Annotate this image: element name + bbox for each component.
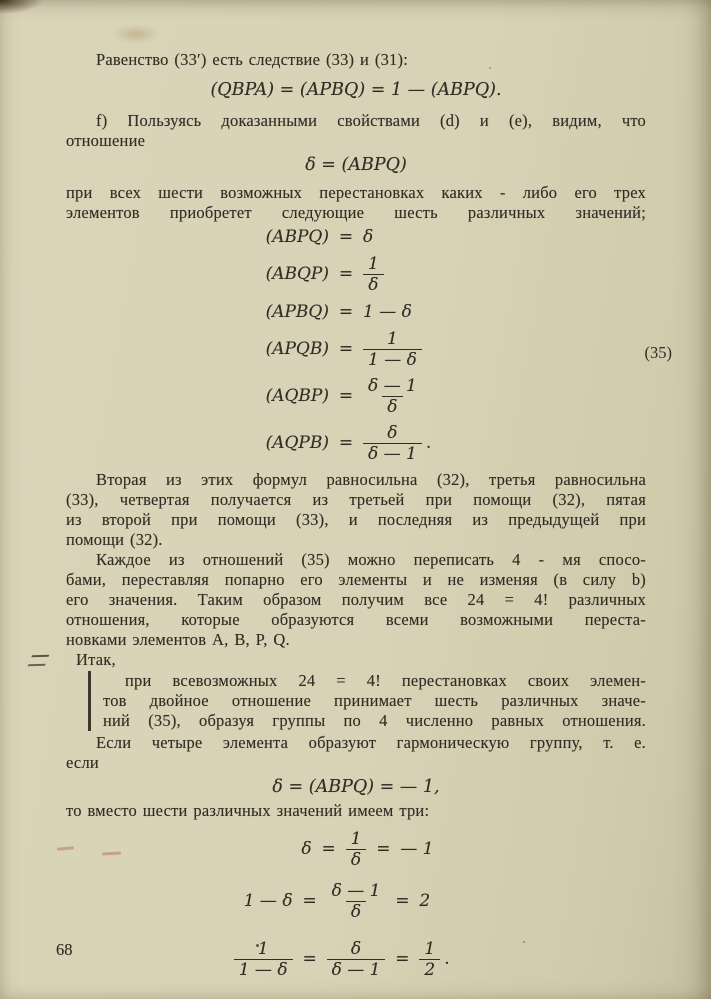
text-line: помощи (32). <box>66 530 163 549</box>
period: . <box>425 433 432 453</box>
paper-corner-smudge <box>0 0 42 14</box>
equation-rhs: — 1 <box>400 839 434 859</box>
text-line: если <box>66 753 99 772</box>
fraction: $\frac{1}{1 — \delta}$ <box>363 330 422 369</box>
equals-sign: = <box>338 227 354 247</box>
equals-sign: = <box>338 302 354 322</box>
paragraph-24-permutations <box>66 550 646 650</box>
text-line: ний (35), образуя группы по 4 численно равных отношения. <box>103 711 646 730</box>
equals-sign: = <box>395 891 410 911</box>
paragraph-harmonic-group <box>66 733 646 773</box>
text-line: отношения, которые образуются всеми возможными переста- <box>66 610 646 629</box>
equation-rhs: 2 <box>419 891 431 911</box>
cross-ratio-equation <box>66 226 646 248</box>
text-line: Каждое из отношений (35) можно переписать 4 - мя спосо- <box>96 550 646 569</box>
equals-sign: = <box>395 949 410 969</box>
text-line: отношение <box>66 131 146 150</box>
paragraph-three-values: то вместо шести различных значений имеем три: <box>66 801 430 820</box>
cross-ratio-equation <box>66 254 646 294</box>
equation-rhs <box>363 377 513 416</box>
page-content <box>66 50 672 984</box>
equals-sign: = <box>376 839 391 859</box>
harmonic-equation <box>66 878 646 924</box>
formula-consequence: (QBPA) = (APBQ) = 1 — (ABPQ). <box>210 80 502 100</box>
cross-ratio-equation <box>66 329 646 369</box>
equation-lhs: δ <box>301 839 312 859</box>
text-line: (33), четвертая получается из третьей при помощи (32), пятая <box>66 490 646 509</box>
text-line: при всех шести возможных перестановках каких - либо его трех <box>66 183 646 202</box>
equation-lhs: 1 — δ <box>243 891 293 911</box>
fraction: $\frac{1}{2}$ <box>419 940 440 979</box>
itak-label: Итак, <box>76 650 116 669</box>
equals-sign: = <box>302 891 317 911</box>
fraction: $\frac{1}{\delta}$ <box>363 255 384 294</box>
statement-block <box>88 671 646 731</box>
text-line: Вторая из этих формул равносильна (32), третья равносильна <box>96 470 646 489</box>
harmonic-equation <box>66 829 646 869</box>
text-line: элементов приобретет следующие шесть различных значений; <box>66 203 646 222</box>
equation-group-35 <box>66 226 672 464</box>
text-line: при всевозможных 24 = 4! перестановках своих элемен- <box>125 671 646 690</box>
equation-lhs <box>197 940 293 979</box>
paragraph-f-item <box>66 111 646 151</box>
equation-rhs <box>419 940 515 979</box>
equals-sign: = <box>302 949 317 969</box>
period: . <box>444 949 450 969</box>
text-line: его значения. Таким образом получим все 24 = 4! различных <box>66 590 646 609</box>
fraction: $\frac{1}{\delta}$ <box>346 830 367 869</box>
fraction: $\frac{\delta}{\delta — 1}$ <box>327 940 386 979</box>
harmonic-values-block <box>66 829 646 984</box>
equation-rhs <box>363 424 513 463</box>
equation-lhs: (ABQP) <box>265 264 329 284</box>
equals-sign: = <box>338 386 354 406</box>
cross-ratio-equation <box>66 301 646 323</box>
equals-sign: = <box>321 839 336 859</box>
equals-sign: = <box>338 433 354 453</box>
equals-sign: = <box>338 264 354 284</box>
equation-rhs <box>363 330 513 369</box>
text-line: бами, переставляя попарно его элементы и не изменяя (в силу b) <box>66 570 646 589</box>
paragraph-formula-relations <box>66 470 646 550</box>
equation-rhs: 1 — δ <box>363 302 412 322</box>
paragraph-equality-intro: Равенство (33′) есть следствие (33) и (31): <box>96 50 408 69</box>
equals-sign: = <box>338 339 354 359</box>
formula-harmonic-definition: δ = (ABPQ) = — 1, <box>272 777 440 797</box>
paper-stain <box>112 24 160 44</box>
equation-rhs: δ <box>363 227 374 247</box>
text-line: новками элементов A, B, P, Q. <box>66 630 290 649</box>
margin-mark <box>28 655 50 667</box>
fraction: $\frac{\delta — 1}{\delta}$ <box>368 375 417 417</box>
fraction: $\frac{\delta — 1}{\delta}$ <box>331 880 381 922</box>
fraction: $\frac{1}{1 — \delta}$ <box>234 940 293 979</box>
equation-number: (35) <box>644 342 672 362</box>
text-line: f) Пользуясь доказанными свойствами (d) и (e), видим, что <box>96 111 646 130</box>
text-line: тов двойное отношение принимает шесть различных значе- <box>103 691 646 710</box>
text-line: Если четыре элемента образуют гармоническую группу, т. е. <box>96 733 646 752</box>
fraction: $\frac{\delta}{\delta — 1}$ <box>363 424 422 463</box>
equation-rhs <box>363 255 513 294</box>
equation-lhs: (AQBP) <box>265 386 329 406</box>
page-number: 68 <box>56 940 73 959</box>
harmonic-equation <box>66 934 646 984</box>
paragraph-permutations <box>66 183 646 223</box>
itak-line <box>76 650 646 670</box>
cross-ratio-equation <box>66 423 646 463</box>
cross-ratio-equation <box>66 376 646 416</box>
text-line: из второй при помощи (33), и последняя из предыдущей при <box>66 510 646 529</box>
formula-delta-definition: δ = (ABPQ) <box>305 155 407 175</box>
equation-lhs: (AQPB) <box>265 433 329 453</box>
equation-lhs: (ABPQ) <box>265 227 329 247</box>
equation-lhs: (APBQ) <box>265 302 329 322</box>
equation-lhs: (APQB) <box>265 339 329 359</box>
